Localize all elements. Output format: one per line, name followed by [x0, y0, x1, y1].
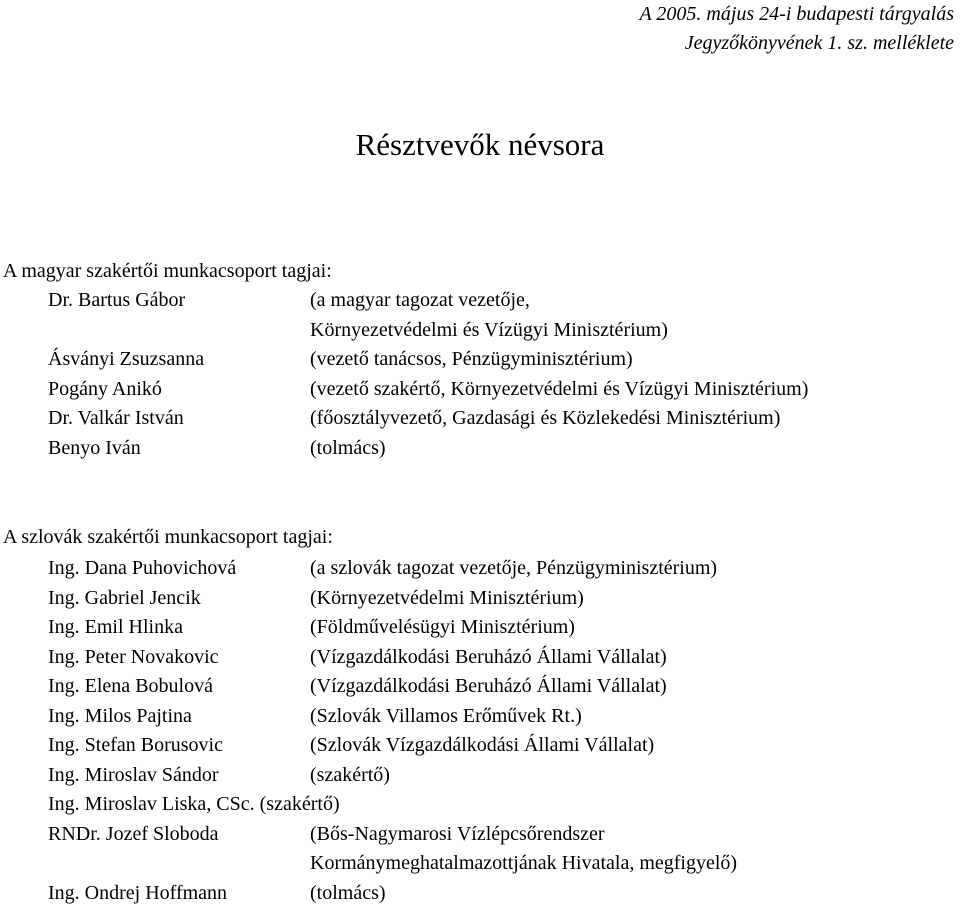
member-name: Ing. Miroslav Liska, CSc. (szakértő): [48, 793, 340, 815]
annex-header: [640, 0, 954, 58]
member-role: (Földművelésügyi Minisztérium): [310, 616, 575, 638]
member-role: (szakértő): [310, 763, 390, 786]
member-name: Ing. Emil Hlinka: [48, 616, 183, 638]
member-role: (főosztályvezető, Gazdasági és Közlekedési Minisztérium): [310, 407, 781, 429]
member-name: Ing. Elena Bobulová: [48, 675, 213, 697]
member-name: Pogány Anikó: [48, 377, 162, 400]
member-name: Ing. Stefan Borusovic: [48, 734, 223, 756]
member-role: (Vízgazdálkodási Beruházó Állami Vállalat): [310, 645, 667, 668]
member-name: Ing. Dana Puhovichová: [48, 557, 237, 579]
member-role: (Szlovák Vízgazdálkodási Állami Vállalat): [310, 734, 655, 756]
member-name: RNDr. Jozef Sloboda: [48, 822, 219, 845]
hungarian-group-heading: A magyar szakértői munkacsoport tagjai:: [3, 260, 332, 282]
member-name: Ing. Milos Pajtina: [48, 704, 192, 727]
member-name: Dr. Bartus Gábor: [48, 289, 186, 311]
member-role-line-1: (Bős-Nagymarosi Vízlépcsőrendszer: [310, 822, 605, 845]
member-role: (Vízgazdálkodási Beruházó Állami Vállalat): [310, 675, 667, 697]
member-role-line-2: Környezetvédelmi és Vízügyi Minisztérium): [310, 318, 668, 341]
member-role: [310, 286, 668, 345]
member-role: (tolmács): [310, 436, 386, 459]
member-name: Dr. Valkár István: [48, 407, 184, 429]
member-role-line-2: Kormánymeghatalmazottjának Hivatala, megfigyelő): [310, 852, 738, 874]
member-name: Ing. Gabriel Jencik: [48, 586, 201, 609]
member-role: (tolmács): [310, 881, 386, 904]
member-role: [310, 820, 737, 879]
member-name: Ásványi Zsuzsanna: [48, 348, 205, 370]
annex-header-line-1: A 2005. május 24-i budapesti tárgyalás: [639, 3, 954, 25]
member-name: Benyo Iván: [48, 436, 141, 459]
member-role: (a szlovák tagozat vezetője, Pénzügyminisztérium): [310, 557, 718, 579]
member-role: (vezető szakértő, Környezetvédelmi és Vízügyi Minisztérium): [310, 377, 809, 400]
member-role: (Szlovák Villamos Erőművek Rt.): [310, 704, 582, 727]
member-name: Ing. Peter Novakovic: [48, 645, 219, 668]
member-role-line-1: (a magyar tagozat vezetője,: [310, 289, 530, 311]
page-title: Résztvevők névsora: [355, 127, 605, 162]
member-name: Ing. Miroslav Sándor: [48, 763, 219, 786]
slovak-group-heading: A szlovák szakértői munkacsoport tagjai:: [3, 526, 333, 548]
annex-header-line-2: Jegyzőkönyvének 1. sz. melléklete: [684, 32, 954, 54]
member-name: Ing. Ondrej Hoffmann: [48, 881, 228, 904]
member-role: (Környezetvédelmi Minisztérium): [310, 586, 584, 609]
member-role: (vezető tanácsos, Pénzügyminisztérium): [310, 348, 633, 370]
